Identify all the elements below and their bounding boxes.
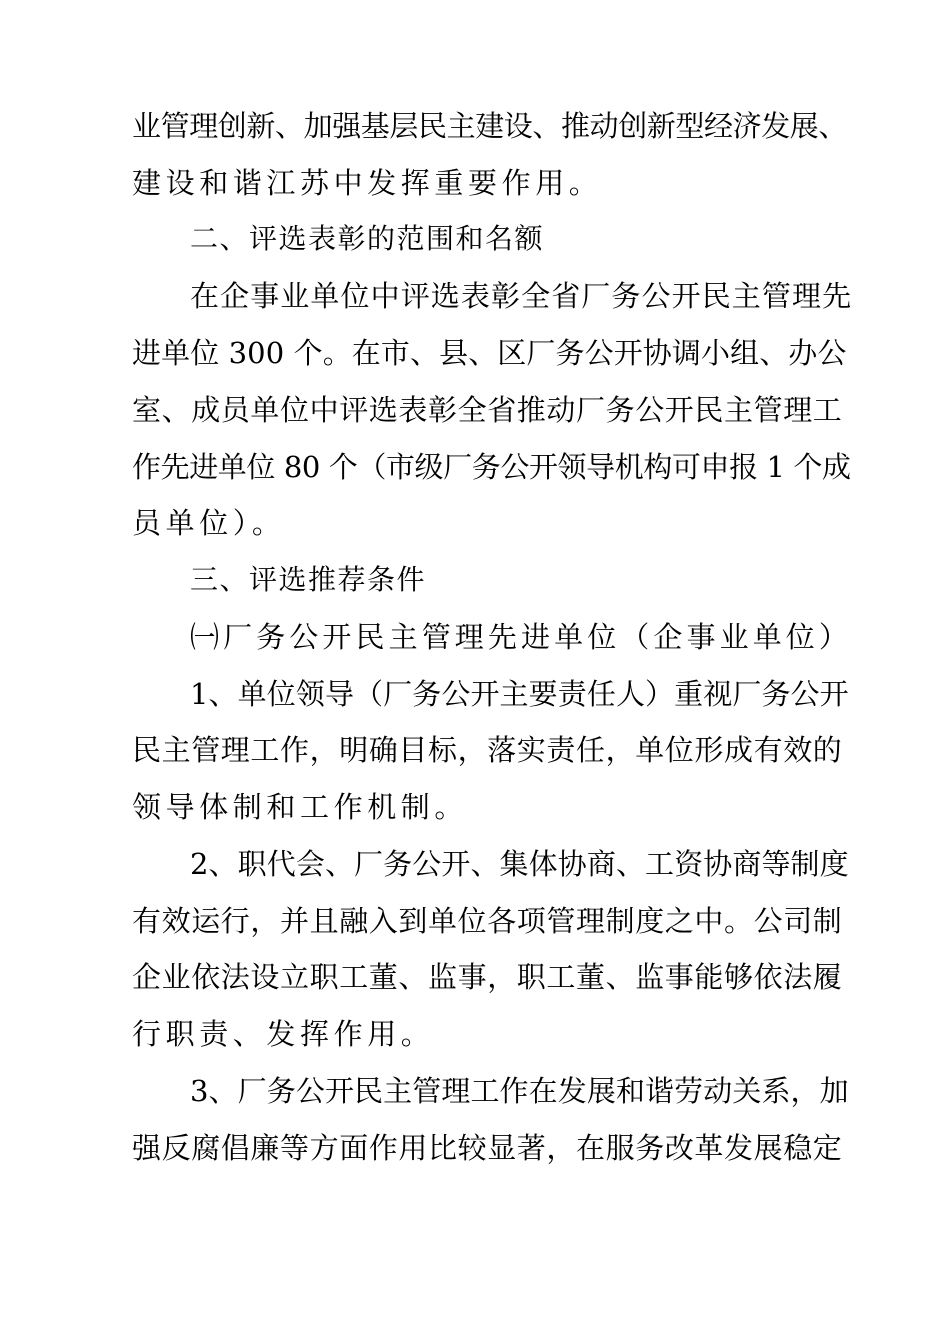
body-text-line: 强反腐倡廉等方面作用比较显著，在服务改革发展稳定 [132, 1131, 843, 1165]
body-text-line: 企业依法设立职工董、监事，职工董、监事能够依法履 [132, 960, 843, 994]
subsection-heading: ㈠厂务公开民主管理先进单位（企事业单位） [190, 620, 853, 654]
section-heading: 二、评选表彰的范围和名额 [190, 222, 545, 255]
section-heading: 三、评选推荐条件 [190, 563, 427, 596]
body-text-line: 作先进单位 80 个（市级厂务公开领导机构可申报 1 个成 [132, 450, 851, 484]
paragraph-first-line: 2、职代会、厂务公开、集体协商、工资协商等制度 [190, 847, 849, 881]
body-text-line: 员单位）。 [132, 506, 286, 540]
body-text-line: 建设和谐江苏中发挥重要作用。 [132, 166, 603, 200]
body-text-line: 有效运行，并且融入到单位各项管理制度之中。公司制 [132, 904, 843, 938]
paragraph-first-line: 在企事业单位中评选表彰全省厂务公开民主管理先 [190, 279, 853, 313]
body-text-line: 民主管理工作，明确目标，落实责任，单位形成有效的 [132, 733, 843, 767]
body-text-line: 室、成员单位中评选表彰全省推动厂务公开民主管理工 [132, 393, 843, 427]
body-text-line: 业管理创新、加强基层民主建设、推动创新型经济发展、 [132, 109, 848, 143]
body-text-line: 进单位 300 个。在市、县、区厂务公开协调小组、办公 [132, 336, 847, 370]
paragraph-first-line: 3、厂务公开民主管理工作在发展和谐劳动关系，加 [190, 1074, 849, 1108]
body-text-line: 行职责、发挥作用。 [132, 1017, 435, 1051]
body-text-line: 领导体制和工作机制。 [132, 790, 469, 824]
paragraph-first-line: 1、单位领导（厂务公开主要责任人）重视厂务公开 [190, 677, 849, 711]
